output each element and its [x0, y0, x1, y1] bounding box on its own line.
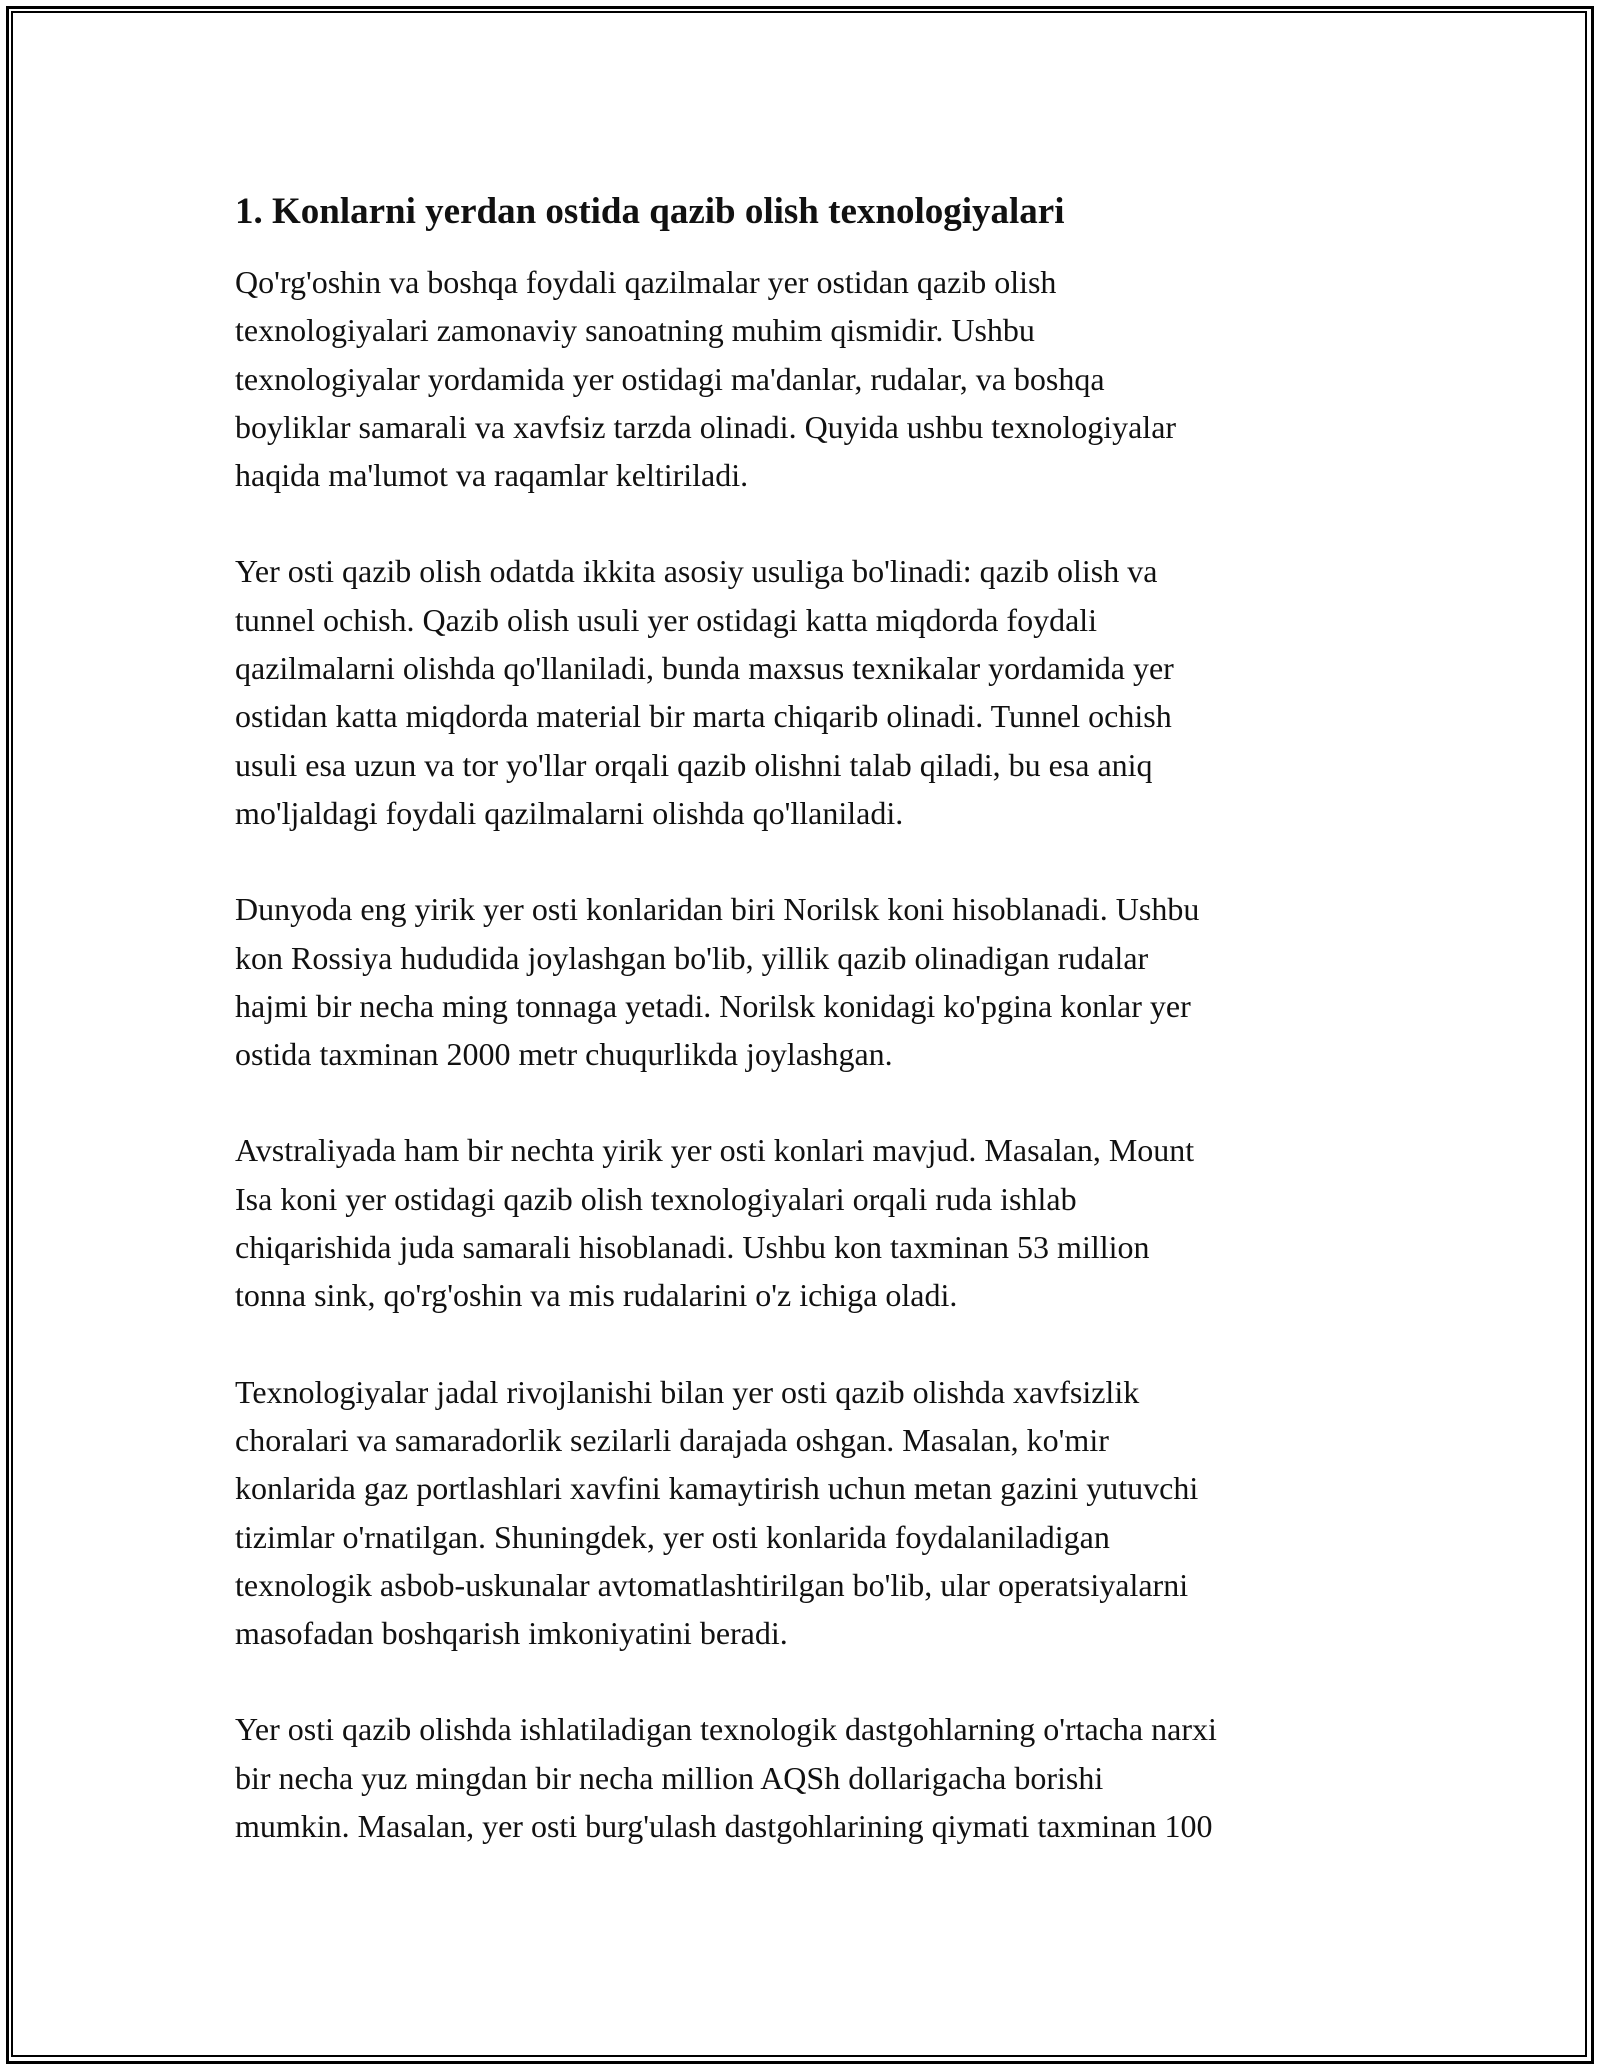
paragraph-2	[235, 547, 1375, 837]
text-line: boyliklar samarali va xavfsiz tarzda olinadi. Quyida ushbu texnologiyalar	[235, 408, 1177, 445]
text-line: tunnel ochish. Qazib olish usuli yer ostidagi katta miqdorda foydali	[235, 601, 1098, 638]
document-body	[235, 188, 1375, 1898]
paragraph-4	[235, 1126, 1375, 1319]
paragraph-6	[235, 1705, 1375, 1850]
text-line: texnologik asbob-uskunalar avtomatlashtirilgan bo'lib, ular operatsiyalarni	[235, 1566, 1189, 1603]
text-line: Yer osti qazib olish odatda ikkita asosiy usuliga bo'linadi: qazib olish va	[235, 553, 1158, 590]
paragraph-3	[235, 885, 1375, 1078]
text-line: Qo'rg'oshin va boshqa foydali qazilmalar yer ostidan qazib olish	[235, 264, 1057, 300]
text-line: mo'ljaldagi foydali qazilmalarni olishda qo'llaniladi.	[235, 794, 904, 831]
text-line: choralari va samaradorlik sezilarli darajada oshgan. Masalan, ko'mir	[235, 1421, 1109, 1458]
text-line: chiqarishida juda samarali hisoblanadi. Ushbu kon taxminan 53 million	[235, 1229, 1150, 1266]
text-line: bir necha yuz mingdan bir necha million AQSh dollarigacha borishi	[235, 1759, 1104, 1796]
text-line: Avstraliyada ham bir nechta yirik yer osti konlari mavjud. Masalan, Mount	[235, 1132, 1195, 1169]
text-line: texnologiyalari zamonaviy sanoatning muhim qismidir. Ushbu	[235, 312, 1035, 349]
text-line: hajmi bir necha ming tonnaga yetadi. Norilsk konidagi ko'pgina konlar yer	[235, 987, 1191, 1024]
paragraph-5	[235, 1368, 1375, 1658]
text-line: Isa koni yer ostidagi qazib olish texnologiyalari orqali ruda ishlab	[235, 1180, 1077, 1217]
text-line: kon Rossiya hududida joylashgan bo'lib, yillik qazib olinadigan rudalar	[235, 939, 1149, 976]
text-line: Yer osti qazib olishda ishlatiladigan texnologik dastgohlarning o'rtacha narxi	[235, 1711, 1217, 1748]
text-line: tonna sink, qo'rg'oshin va mis rudalarini o'z ichiga oladi.	[235, 1277, 958, 1314]
text-line: ostida taxminan 2000 metr chuqurlikda joylashgan.	[235, 1036, 893, 1073]
text-line: ostidan katta miqdorda material bir marta chiqarib olinadi. Tunnel ochish	[235, 698, 1172, 735]
text-line: tizimlar o'rnatilgan. Shuningdek, yer osti konlarida foydalaniladigan	[235, 1518, 1110, 1555]
text-line: Dunyoda eng yirik yer osti konlaridan biri Norilsk koni hisoblanadi. Ushbu	[235, 891, 1200, 928]
text-line: texnologiyalar yordamida yer ostidagi ma'danlar, rudalar, va boshqa	[235, 360, 1105, 397]
text-line: qazilmalarni olishda qo'llaniladi, bunda maxsus texnikalar yordamida yer	[235, 650, 1174, 687]
text-line: usuli esa uzun va tor yo'llar orqali qazib olishni talab qiladi, bu esa aniq	[235, 746, 1153, 783]
text-line: Texnologiyalar jadal rivojlanishi bilan yer osti qazib olishda xavfsizlik	[235, 1373, 1140, 1410]
text-line: mumkin. Masalan, yer osti burg'ulash dastgohlarining qiymati taxminan 100	[235, 1808, 1213, 1845]
paragraph-1	[235, 258, 1375, 499]
text-line: konlarida gaz portlashlari xavfini kamaytirish uchun metan gazini yutuvchi	[235, 1470, 1199, 1507]
section-heading: 1. Konlarni yerdan ostida qazib olish texnologiyalari	[235, 191, 1065, 232]
text-line: masofadan boshqarish imkoniyatini beradi.	[235, 1615, 788, 1652]
text-line: haqida ma'lumot va raqamlar keltiriladi.	[235, 457, 749, 494]
